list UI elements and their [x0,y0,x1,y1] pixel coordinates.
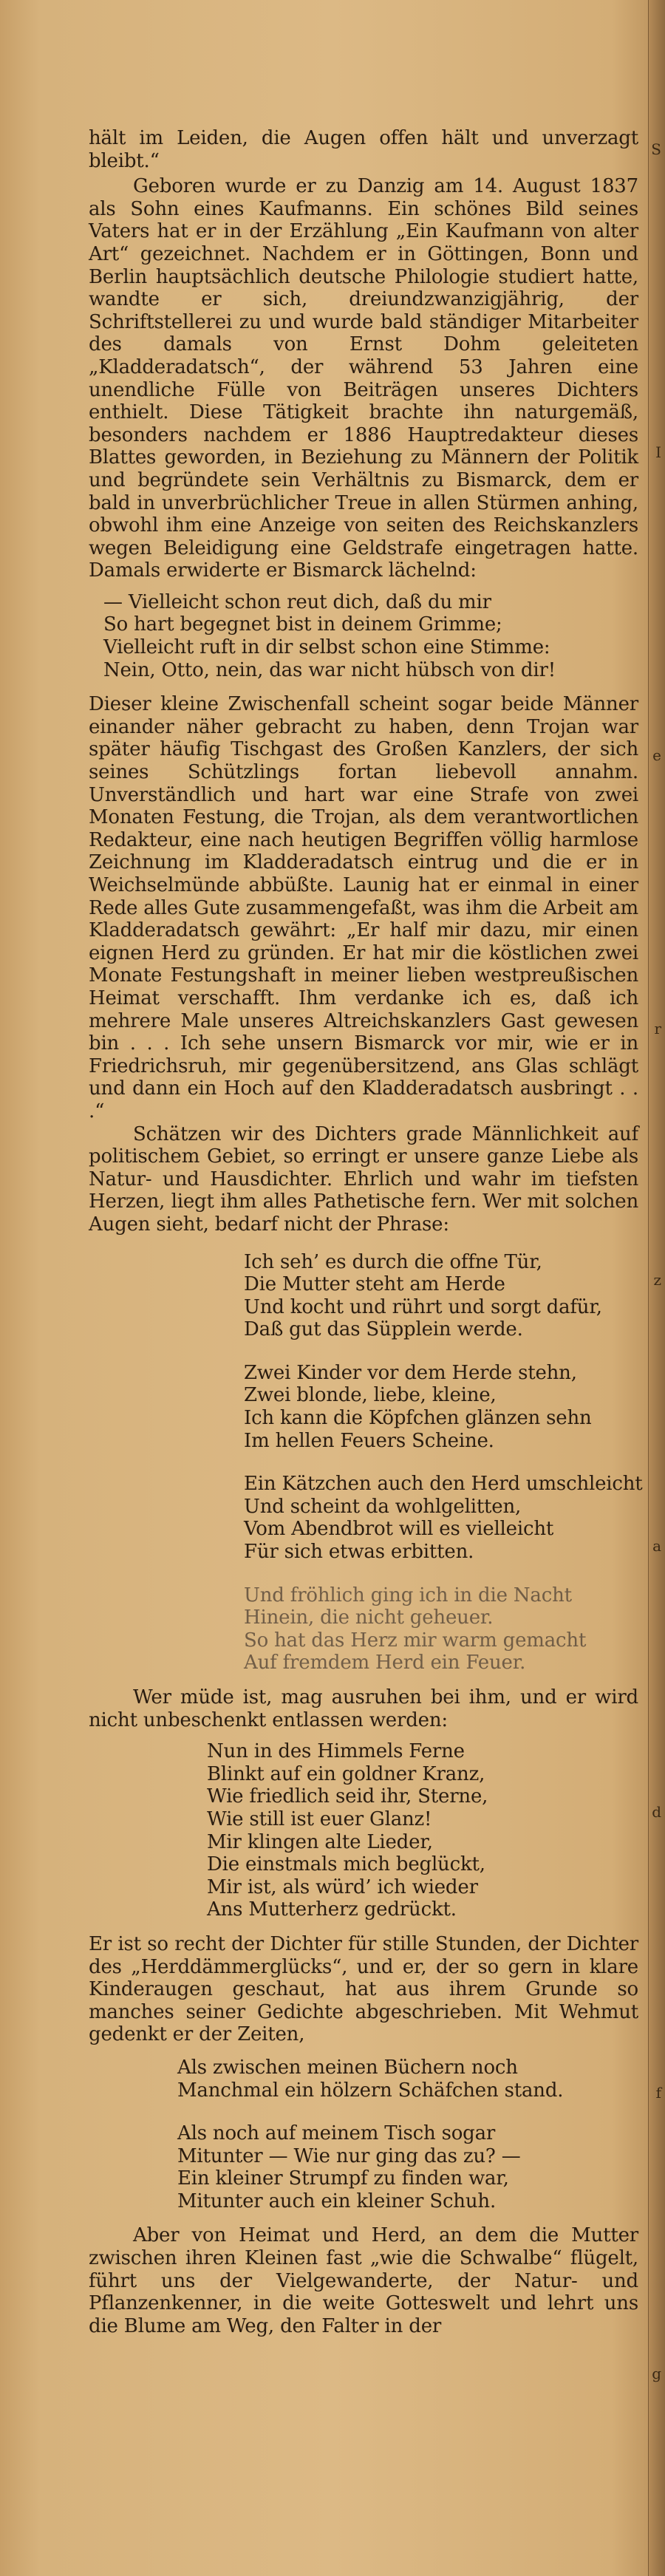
verse-line: Blinkt auf ein goldner Kranz, [207,1762,485,1785]
verse-line: Mitunter auch ein kleiner Schuh. [177,2190,497,2212]
edge-glyph: g [652,2365,661,2382]
adjacent-column-edge [648,0,665,2576]
poem-sterne [89,1740,638,1921]
verse-line: Und kocht und rührt und sorgt dafür, [244,1295,602,1318]
verse-line: Im hellen Feuers Scheine. [244,1429,494,1452]
paragraph-natur-dichter: Schätzen wir des Dichters grade Männlichkeit auf politischem Gebiet, so erringt er unsere ganze Liebe als Natur- und Hausdichter. Ehrlich und wahr im tiefsten Herzen, liegt ihm alles Pathetische fern. Wer mit solchen Augen sieht, bedarf nicht der Phrase: [89,1122,638,1236]
paragraph-kladderadatsch: Dieser kleine Zwischenfall scheint sogar beide Männer einander näher gebracht zu haben, denn Trojan war später häufig Tischgast des Großen Kanzlers, der sich seines Schützlings fortan liebevoll annahm. Unverständlich und hart war eine Strafe von zwei Monaten Festung, die Trojan, als dem verantwortlichen Redakteur, eine nach heutigen Begriffen völlig harmlose Zeichnung im Kladderadatsch eintrug und die er in Weichselmünde abbüßte. Launig hat er einmal in einer Rede alles Gute zusammengefaßt, was ihm die Arbeit am Kladderadatsch gewährt: „Er half mir dazu, mir einen eignen Herd zu gründen. Er hat mir die köstlichen zwei Monate Festungshaft in meiner lieben westpreußischen Heimat verschafft. Ihm verdanke ich es, daß ich mehrere Male unseres Altreichskanzlers Gast gewesen bin . . . Ich sehe unsern Bismarck vor mir, wie er in Friedrichsruh, mir gegenübersitzend, ans Glas schlägt und dann ein Hoch auf den Kladderadatsch ausbringt . . .“ [89,693,638,1122]
verse-line: Nun in des Himmels Ferne [207,1740,465,1763]
verse-line: Hinein, die nicht geheuer. [244,1606,494,1629]
verse-line: Und scheint da wohlgelitten, [244,1495,522,1518]
edge-glyph: a [652,1537,661,1555]
verse-line: Ich kann die Köpfchen glänzen sehn [244,1407,592,1430]
paragraph-biography: Geboren wurde er zu Danzig am 14. August 1837 als Sohn eines Kaufmanns. Ein schönes Bild seines Vaters hat er in der Erzählung „Ein Kaufmann von alter Art“ gezeichnet. Nachdem er in Göttingen, Bonn und Berlin hauptsächlich deutsche Philologie studiert hatte, wandte er sich, dreiundzwanzigjährig, der Schriftstellerei zu und wurde bald ständiger Mitarbeiter des damals von Ernst Dohm geleiteten „Kladderadatsch“, der während 53 Jahren eine unendliche Fülle von Beiträgen unseres Dichters enthielt. Diese Tätigkeit brachte ihn naturgemäß, besonders nachdem er 1886 Hauptredakteur dieses Blattes geworden, in Beziehung zu Männern der Politik und begründete sein Verhältnis zu Bismarck, dem er bald in unverbrüchlicher Treue in allen Stürmen anhing, obwohl ihm eine Anzeige von seiten des Reichskanzlers wegen Beleidigung eine Geldstrafe eingetragen hatte. Damals erwiderte er Bismarck lächelnd: [89,175,638,582]
verse-line: Auf fremdem Herd ein Feuer. [244,1652,526,1674]
verse-line: Ich seh’ es durch die offne Tür, [244,1250,542,1273]
paragraph-heimat: Aber von Heimat und Herd, an dem die Mutter zwischen ihren Kleinen fast „wie die Schwalbe“ flügelt, führt uns der Vielgewanderte, der Natur- und Pflanzenkenner, in die weite Gotteswelt und lehrt uns die Blume am Weg, den Falter in der [89,2224,638,2337]
verse-line: So hart begegnet bist in deinem Grimme; [103,613,502,636]
stanza [244,1251,638,1341]
paragraph: hält im Leiden, die Augen offen hält und unverzagt bleibt.“ [89,127,638,172]
verse-line: Mir klingen alte Lieder, [207,1830,433,1853]
verse-line: Ein Kätzchen auch den Herd umschleicht [244,1473,643,1496]
verse-line: Wie friedlich seid ihr, Sterne, [207,1785,488,1808]
edge-glyph: e [652,746,661,764]
edge-glyph: z [653,1271,661,1289]
edge-glyph: I [655,443,661,461]
verse-line: Als zwischen meinen Büchern noch [177,2056,518,2079]
poem-buecher [89,2057,638,2213]
edge-glyph: S [651,140,661,158]
poem-herd [89,1250,643,1675]
edge-glyph: f [655,2084,661,2102]
verse-line: Vom Abendbrot will es vielleicht [244,1518,554,1541]
stanza [244,1584,638,1674]
paragraph-ausruhen: Wer müde ist, mag ausruhen bei ihm, und er wird nicht unbeschenkt entlassen werden: [89,1686,638,1731]
verse-line: Wie still ist euer Glanz! [207,1807,432,1830]
verse-line: Ans Mutterherz gedrückt. [207,1898,457,1921]
verse-line: Als noch auf meinem Tisch sogar [177,2122,496,2145]
verse-line: Und fröhlich ging ich in die Nacht [244,1584,572,1606]
verse-line: Mir ist, als würd’ ich wieder [207,1875,478,1898]
edge-glyph: r [654,1020,661,1037]
verse-line: Zwei Kinder vor dem Herde stehn, [244,1361,577,1384]
verse-line: Zwei blonde, liebe, kleine, [244,1384,497,1407]
verse-line: — Vielleicht schon reut dich, daß du mir [103,590,491,613]
stanza [177,2057,638,2102]
verse-line: Die Mutter steht am Herde [244,1273,505,1296]
verse-line: Ein kleiner Strumpf zu finden war, [177,2167,509,2190]
stanza [244,1473,643,1564]
edge-glyph: d [652,1803,661,1821]
verse-line: Vielleicht ruft in dir selbst schon eine Stimme: [103,636,550,659]
verse-line: Manchmal ein hölzern Schäfchen stand. [177,2079,564,2102]
paragraph-stille-stunden: Er ist so recht der Dichter für stille Stunden, der Dichter des „Herddämmerglücks“, und er, der so gern in klare Kinderaugen geschaut, hat aus ihrem Grunde so manches seiner Gedichte abgeschrieben. Mit Wehmut gedenkt er der Zeiten, [89,1932,638,2046]
article-column [89,127,643,2337]
stanza [244,1362,638,1452]
verse-line: So hat das Herz mir warm gemacht [244,1629,587,1652]
verse-line: Nein, Otto, nein, das war nicht hübsch von dir! [103,658,556,681]
stanza [177,2122,638,2212]
verse-line: Mitunter — Wie nur ging das zu? — [177,2144,521,2167]
verse-bismarck [89,591,638,681]
verse-line: Für sich etwas erbitten. [244,1541,474,1564]
verse-line: Daß gut das Süpplein werde. [244,1318,523,1341]
verse-line: Die einstmals mich beglückt, [207,1853,485,1876]
